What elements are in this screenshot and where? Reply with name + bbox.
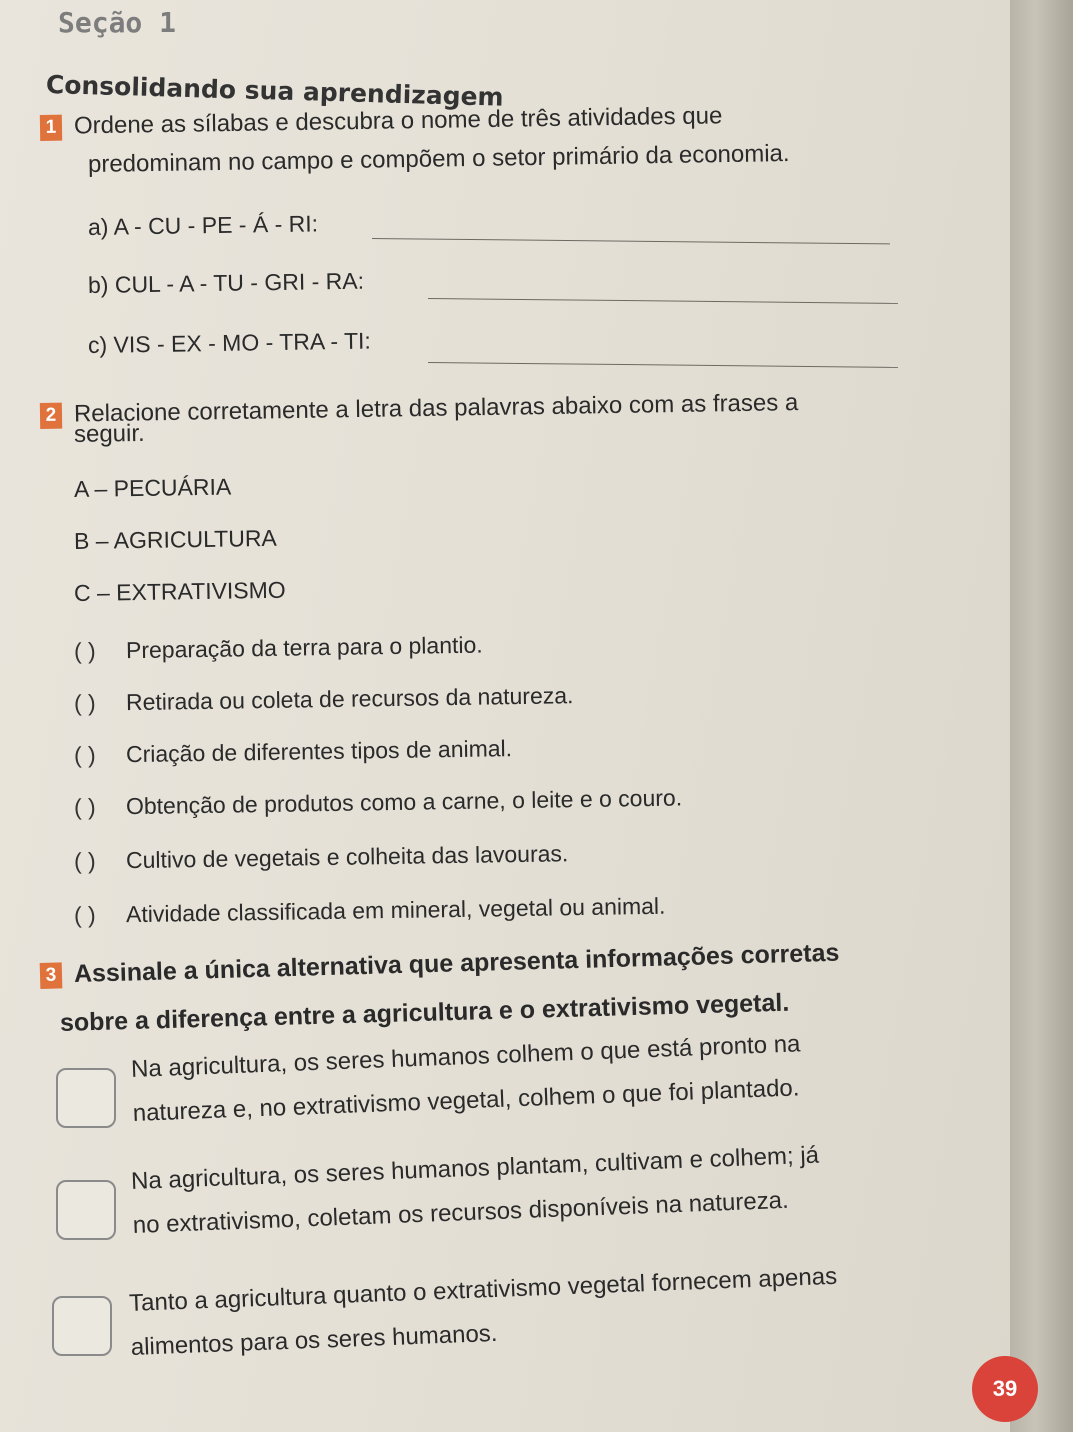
q2-statement-3: Criação de diferentes tipos de animal. [125,735,513,768]
q3-choice-3-line-1: Tanto a agricultura quanto o extrativismo vegetal fornecem apenas [128,1262,838,1318]
q2-statement-5: Cultivo de vegetais e colheita das lavouras. [125,840,569,874]
question-1-line-1 [40,101,723,142]
q2-statement-4: Obtenção de produtos como a carne, o leite e o couro. [125,784,683,820]
question-1-badge: 1 [40,114,62,140]
question-1-text-1: Ordene as sílabas e descubra o nome de três atividades que [73,102,723,140]
q1-item-c: c) VIS - EX - MO - TRA - TI: [87,327,372,358]
q2-statement-row [74,838,569,876]
page-number-badge: 39 [972,1356,1038,1422]
q2-answer-paren-1[interactable]: ( ) [73,637,96,664]
q2-answer-paren-5[interactable]: ( ) [73,847,96,874]
page-heading: Consolidando sua aprendizagem [45,70,504,112]
q3-choice-2-line-2: no extrativismo, coletam os recursos disponíveis na natureza. [132,1186,790,1239]
question-1-text-2: predominam no campo e compõem o setor primário da economia. [87,139,790,178]
q2-statement-row [74,680,574,718]
q3-choice-3-line-2: alimentos para os seres humanos. [130,1319,498,1361]
q3-choice-1-line-2: natureza e, no extrativismo vegetal, colhem o que foi plantado. [132,1074,800,1127]
q2-option-c: C – EXTRATIVISMO [73,576,286,606]
q1-item-b: b) CUL - A - TU - GRI - RA: [87,267,365,298]
q2-statement-row [74,733,513,770]
question-2-line-1 [40,388,799,430]
q2-answer-paren-2[interactable]: ( ) [73,689,96,716]
q2-answer-paren-4[interactable]: ( ) [73,793,96,820]
q1-answer-blank-a[interactable] [372,238,890,244]
q2-statement-row [74,630,483,666]
question-3-line-1 [40,938,840,990]
section-title: Seção 1 [58,6,177,39]
q2-answer-paren-6[interactable]: ( ) [73,901,96,928]
q2-statement-1: Preparação da terra para o plantio. [125,631,483,664]
q2-answer-paren-3[interactable]: ( ) [73,741,96,768]
q1-item-a: a) A - CU - PE - Á - RI: [87,210,319,240]
question-3-text-2: sobre a diferença entre a agricultura e o extrativismo vegetal. [59,988,790,1037]
q1-answer-blank-b[interactable] [428,298,898,304]
question-2-text-1: Relacione corretamente a letra das palavras abaixo com as frases a [73,389,799,428]
q1-answer-blank-c[interactable] [428,362,898,368]
q3-choice-2-line-1: Na agricultura, os seres humanos plantam, cultivam e colhem; já [130,1141,820,1196]
q3-choice-3-checkbox[interactable] [52,1296,112,1356]
q2-statement-row [74,891,666,930]
page-edge-shadow [1010,0,1073,1432]
q3-choice-3 [128,1255,839,1370]
question-2-badge: 2 [40,402,62,428]
q2-statement-6: Atividade classificada em mineral, vegetal ou animal. [125,892,666,928]
question-2-text-2: seguir. [73,419,145,448]
q2-statement-row [74,782,683,822]
q2-option-b: B – AGRICULTURA [73,524,277,554]
q3-choice-1-line-1: Na agricultura, os seres humanos colhem o que está pronto na [130,1030,801,1084]
q3-choice-1 [130,1022,803,1136]
q2-statement-2: Retirada ou coleta de recursos da natureza. [125,682,574,716]
question-3-badge: 3 [40,963,63,990]
q3-choice-2-checkbox[interactable] [56,1180,116,1240]
q2-option-a: A – PECUÁRIA [73,473,232,502]
q3-choice-1-checkbox[interactable] [56,1068,116,1128]
q3-choice-2 [130,1134,821,1248]
question-3-text-1: Assinale a única alternativa que apresenta informações corretas [73,938,840,989]
